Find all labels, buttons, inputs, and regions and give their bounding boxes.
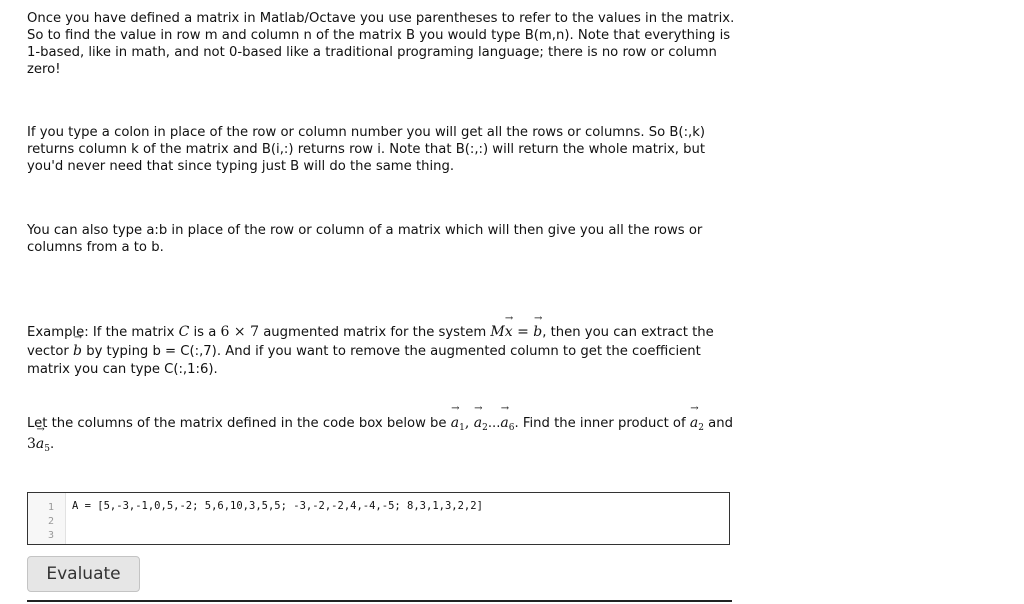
math-matrix-c: C: [178, 324, 190, 340]
example-text: is a: [189, 325, 221, 340]
question-dots: ...: [487, 416, 501, 431]
math-subscript: 2: [698, 423, 704, 433]
math-vector-a: → a: [500, 413, 508, 433]
math-vector-a: → a: [36, 434, 44, 454]
line-number: 2: [47, 516, 54, 527]
example-text: Example: If the matrix: [27, 325, 179, 340]
math-vector-a: → a: [474, 413, 482, 433]
question-period: .: [50, 437, 55, 452]
math-vector-a: → a: [690, 413, 698, 433]
example-text: by typing b = C(:,7). And if you want to remove the augmented column to get the coefficient matrix you can type C(:,1:6).: [27, 344, 701, 377]
line-number-gutter: [28, 493, 66, 544]
question-paragraph: [27, 413, 737, 455]
math-vector-b: → b: [533, 323, 542, 341]
math-equals: =: [512, 324, 534, 340]
code-editor[interactable]: [27, 492, 730, 545]
math-vector-a: → a: [451, 413, 459, 433]
math-subscript: 5: [44, 444, 51, 454]
intro-paragraph: Once you have defined a matrix in Matlab/Octave you use parentheses to refer to the values in the matrix. So to find the value in row m and column n of the matrix B you would type B(m,n). Note that everything is 1-based, like in math, and not 0-based like a traditional programing language; there is no row or column zero!: [27, 11, 735, 77]
math-vector-b: → b: [73, 342, 82, 360]
question-text: Let the columns of the matrix defined in the code box below be: [27, 416, 451, 431]
math-comma: ,: [464, 415, 474, 431]
code-line[interactable]: A = [5,-3,-1,0,5,-2; 5,6,10,3,5,5; -3,-2,-2,4,-4,-5; 8,3,1,3,2,2]: [72, 500, 483, 512]
question-text: and: [703, 416, 733, 431]
question-text: . Find the inner product of: [514, 416, 690, 431]
math-subscript: 2: [482, 423, 488, 433]
line-number: 3: [47, 530, 54, 541]
output-box: [27, 600, 732, 604]
colon-paragraph: If you type a colon in place of the row or column number you will get all the rows or columns. So B(:,k) returns column k of the matrix and B(i,:) returns row i. Note that B(:,:) will return the whole matrix, but you'd never need that since typing just B will do the same thing.: [27, 125, 706, 174]
math-dim-cols: 7: [250, 324, 259, 340]
math-matrix-m: M: [490, 324, 505, 340]
math-dim-rows: 6: [220, 324, 230, 340]
range-paragraph: You can also type a:b in place of the row or column of a matrix which will then give you all the rows or columns from a to b.: [27, 223, 703, 255]
math-vector-x: → x: [505, 323, 513, 341]
math-coefficient: 3: [27, 436, 36, 452]
math-subscript: 6: [508, 423, 515, 433]
example-text: , then you can extract the vector: [27, 325, 714, 359]
example-text: augmented matrix for the system: [259, 325, 491, 340]
line-number: 1: [47, 502, 54, 513]
evaluate-button[interactable]: Evaluate: [27, 556, 140, 592]
math-subscript: 1: [459, 423, 465, 433]
math-times: ×: [229, 324, 251, 340]
example-paragraph: [27, 323, 737, 379]
